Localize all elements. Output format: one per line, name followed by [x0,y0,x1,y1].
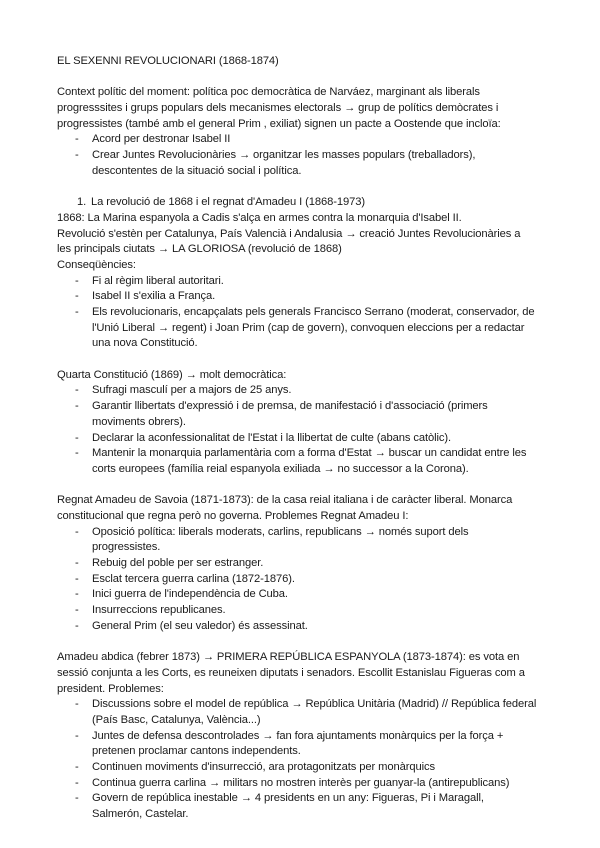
text-line: Revolució s'estèn per Catalunya, País Valencià i Andalusia → creació Juntes Revolucionàries a [57,227,521,240]
bullet-dash: - [75,729,79,742]
text-line: Discussions sobre el model de república → República Unitària (Madrid) // República federal [92,698,537,711]
list-item [57,572,577,588]
list-item [57,446,577,477]
text-line: Crear Juntes Revolucionàries → organitzar les masses populars (treballadors), [92,149,476,162]
text-line: Salmerón, Castelar. [92,808,189,820]
list-item [57,305,577,352]
text-line: Juntes de defensa descontrolades → fan fora ajuntaments monàrquics per la força + [92,729,504,742]
text-line: 1868: La Marina espanyola a Cadis s'alça en armes contra la monarquia d'Isabel II. [57,211,462,224]
text-line: progressistes. [92,541,161,554]
blank-line [57,180,577,196]
list-item [57,760,577,776]
text-line: Inici guerra de l'independència de Cuba. [92,588,288,601]
title [57,54,577,70]
text-line: constitucional que regna però no governa. Problemes Regnat Amadeu I: [57,509,409,522]
blank-line [57,70,577,86]
text-line: La revolució de 1868 i el regnat d'Amadeu I (1868-1973) [91,196,366,209]
blank-line [57,352,577,368]
text-line: progresssites i grups populars dels mecanismes electorals → grup de polítics demòcrates i [57,102,499,115]
bullet-dash: - [75,133,79,146]
list-item [57,729,577,760]
text-line: Declarar la aconfessionalitat de l'Estat i la llibertat de culte (abans catòlic). [92,431,452,444]
text-line: corts europees (família reial espanyola exiliada → no successor a la Corona). [92,462,469,475]
text-line: president. Problemes: [57,682,164,695]
text-line: Sufragi masculí per a majors de 25 anys. [92,384,292,397]
bullet-dash: - [75,384,79,397]
section-heading [57,195,577,211]
list-item [57,148,577,179]
text-line: Acord per destronar Isabel II [92,133,231,146]
text-line: Mantenir la monarquia parlamentària com a forma d'Estat → buscar un candidat entre les [92,447,527,460]
list-item [57,289,577,305]
bullet-dash: - [75,447,79,460]
oostende-list [57,132,577,179]
text-line: Isabel II s'exilia a França. [92,290,216,303]
text-line: Amadeu abdica (febrer 1873) → PRIMERA REPÚBLICA ESPANYOLA (1873-1874): es vota en [57,651,520,664]
republic-paragraph [57,650,577,697]
list-item [57,587,577,603]
bullet-dash: - [75,572,79,585]
bullet-dash: - [75,431,79,444]
text-line: General Prim (el seu valedor) és assessinat. [92,619,308,632]
bullet-dash: - [75,698,79,711]
list-item [57,603,577,619]
text-line: Insurreccions republicanes. [92,604,226,617]
list-item [57,132,577,148]
blank-line [57,634,577,650]
text-line: Conseqüències: [57,258,136,271]
republic-problems-list [57,697,577,823]
revolution-paragraph [57,211,577,274]
text-line: l'Unió Liberal → regent) i Joan Prim (cap de govern), convoquen eleccions per a redactar [92,321,525,334]
text-line: sessió conjunta a les Corts, es reuneixen diputats i senadors. Escollit Estanislau Figueras com a [57,666,525,679]
text-line: pretenen proclamar cantons independents. [92,745,301,758]
bullet-dash: - [75,557,79,569]
text-line: Regnat Amadeu de Savoia (1871-1873): de la casa reial italiana i de caràcter liberal. Monarca [57,494,513,507]
bullet-dash: - [75,760,79,773]
list-item [57,431,577,447]
text-line: Continua guerra carlina → militars no mostren interès per guanyar-la (antirepublicans) [92,776,510,789]
text-line: Els revolucionaris, encapçalats pels generals Francisco Serrano (moderat, conservador, de [92,306,535,318]
list-item [57,525,577,556]
text-line: Continuen moviments d'insurrecció, ara protagonitzats per monàrquics [92,760,435,773]
text-line: una nova Constitució. [92,337,198,350]
text-line: Fi al règim liberal autoritari. [92,274,224,287]
text-line: descontentes de la situació social i política. [92,164,302,177]
text-line: Rebuig del poble per ser estranger. [92,557,264,569]
text-line: Context polític del moment: política poc democràtica de Narváez, marginant als liberals [57,86,480,99]
text-line: les principals ciutats → LA GLORIOSA (revolució de 1868) [57,243,342,256]
constitution-paragraph [57,368,577,384]
blank-line [57,478,577,494]
text-line: Quarta Constitució (1869) → molt democràtica: [57,368,287,381]
bullet-dash: - [75,792,79,805]
text-line: Oposició política: liberals moderats, carlins, republicans → només suport dels [92,525,469,538]
context-paragraph [57,85,577,132]
list-item [57,776,577,792]
bullet-dash: - [75,400,79,413]
list-item [57,383,577,399]
bullet-dash: - [75,525,79,538]
bullet-dash: - [75,619,79,632]
text-line: Govern de república inestable → 4 presidents en un any: Figueras, Pi i Maragall, [92,792,484,805]
bullet-dash: - [75,588,79,601]
list-item [57,619,577,635]
list-number: 1. [77,196,87,209]
list-item [57,791,577,822]
amadeu-paragraph [57,493,577,524]
text-line: Garantir llibertats d'expressió i de premsa, de manifestació i d'associació (primers [92,400,488,413]
bullet-dash: - [75,604,79,617]
text-line: Esclat tercera guerra carlina (1872-1876). [92,572,295,585]
bullet-dash: - [75,274,79,287]
list-item [57,274,577,290]
text-line: EL SEXENNI REVOLUCIONARI (1868-1874) [57,55,279,67]
text-line: progressistes (també amb el general Prim , exiliat) signen un pacte a Oostende que incloïa: [57,117,501,130]
bullet-dash: - [75,306,79,318]
text-line: moviments obrers). [92,415,186,428]
list-item [57,697,577,728]
list-item [57,399,577,430]
consequences-list [57,274,577,352]
bullet-dash: - [75,290,79,303]
text-line: (País Basc, Catalunya, València...) [92,713,261,726]
constitution-list [57,383,577,477]
document-page [57,54,577,823]
list-item [57,556,577,572]
bullet-dash: - [75,149,79,162]
amadeu-problems-list [57,525,577,635]
bullet-dash: - [75,776,79,789]
